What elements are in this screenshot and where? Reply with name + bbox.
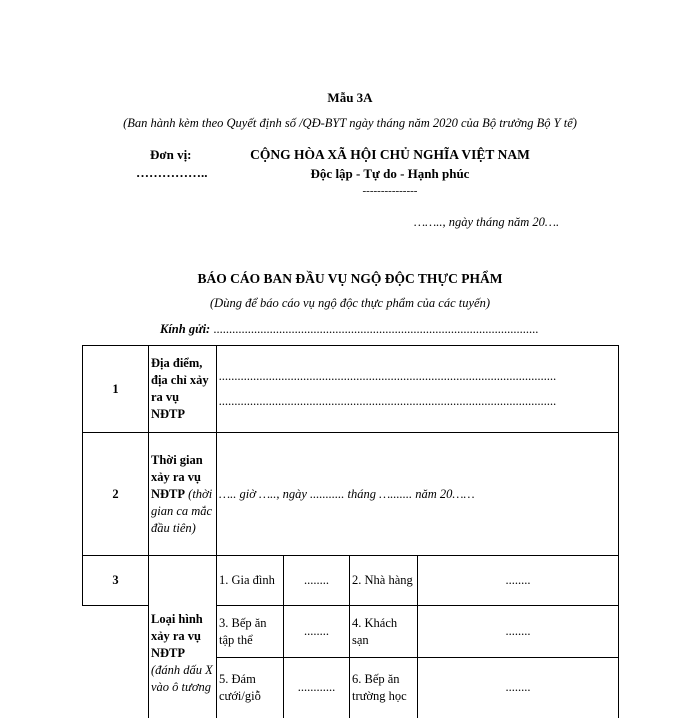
recipient-label: Kính gửi: xyxy=(160,322,211,336)
location-line-1: ............................................................................................................ xyxy=(219,369,557,383)
row-label-cell xyxy=(149,433,217,556)
issued-note: (Ban hành kèm theo Quyết định số /QĐ-BYT ngày tháng năm 2020 của Bộ trưởng Bộ Y tế) xyxy=(123,116,577,130)
location-line-2: ............................................................................................................ xyxy=(219,394,557,408)
recipient-line xyxy=(160,322,538,337)
unit-label: Đơn vị: xyxy=(150,147,192,162)
unit-value: …………….. xyxy=(136,165,208,180)
table-row xyxy=(83,433,619,556)
report-title: BÁO CÁO BAN ĐẦU VỤ NGỘ ĐỘC THỰC PHẨM xyxy=(197,271,503,286)
option-checkbox[interactable]: ........ xyxy=(284,556,350,606)
empty-cell xyxy=(83,658,149,718)
form-code: Mẫu 3A xyxy=(327,90,373,105)
row-label-cell xyxy=(149,556,217,718)
option-checkbox[interactable]: ........ xyxy=(418,556,619,606)
location-field[interactable] xyxy=(217,346,619,433)
option-label: 4. Khách sạn xyxy=(350,606,418,658)
report-table xyxy=(82,345,619,718)
option-label: 1. Gia đình xyxy=(217,556,284,606)
report-subtitle: (Dùng để báo cáo vụ ngộ độc thực phẩm của các tuyến) xyxy=(210,296,490,310)
option-label: 6. Bếp ăn trường học xyxy=(350,658,418,718)
time-field[interactable]: ….. giờ ….., ngày ........... tháng …....... năm 20…… xyxy=(217,433,619,556)
table-row xyxy=(83,346,619,433)
motto-rule: --------------- xyxy=(362,185,418,197)
option-label: 2. Nhà hàng xyxy=(350,556,418,606)
option-label: 3. Bếp ăn tập thể xyxy=(217,606,284,658)
recipient-value: ........................................................................................................ xyxy=(210,322,539,336)
option-checkbox[interactable]: ............ xyxy=(284,658,350,718)
row-number: 1 xyxy=(83,346,149,433)
nation-title: CỘNG HÒA XÃ HỘI CHỦ NGHĨA VIỆT NAM xyxy=(250,147,530,162)
option-checkbox[interactable]: ........ xyxy=(418,606,619,658)
option-label: 5. Đám cưới/giỗ xyxy=(217,658,284,718)
motto: Độc lập - Tự do - Hạnh phúc xyxy=(310,166,470,181)
row-hint: (đánh dấu X vào ô tương xyxy=(151,663,213,694)
row-label: Loại hình xảy ra vụ NĐTP xyxy=(151,612,203,660)
row-number: 3 xyxy=(83,556,149,606)
row-hint: (thời gian ca mắc đầu tiên) xyxy=(151,486,213,535)
option-checkbox[interactable]: ........ xyxy=(418,658,619,718)
option-checkbox[interactable]: ........ xyxy=(284,606,350,658)
row-label: Địa điểm, địa chỉ xảy ra vụ NĐTP xyxy=(149,346,217,433)
row-label: Thời gian xảy ra vụ NĐTP xyxy=(151,452,203,501)
table-row xyxy=(83,556,619,606)
row-number: 2 xyxy=(83,433,149,556)
empty-cell xyxy=(83,606,149,658)
date-line: …….., ngày tháng năm 20…. xyxy=(414,215,560,229)
